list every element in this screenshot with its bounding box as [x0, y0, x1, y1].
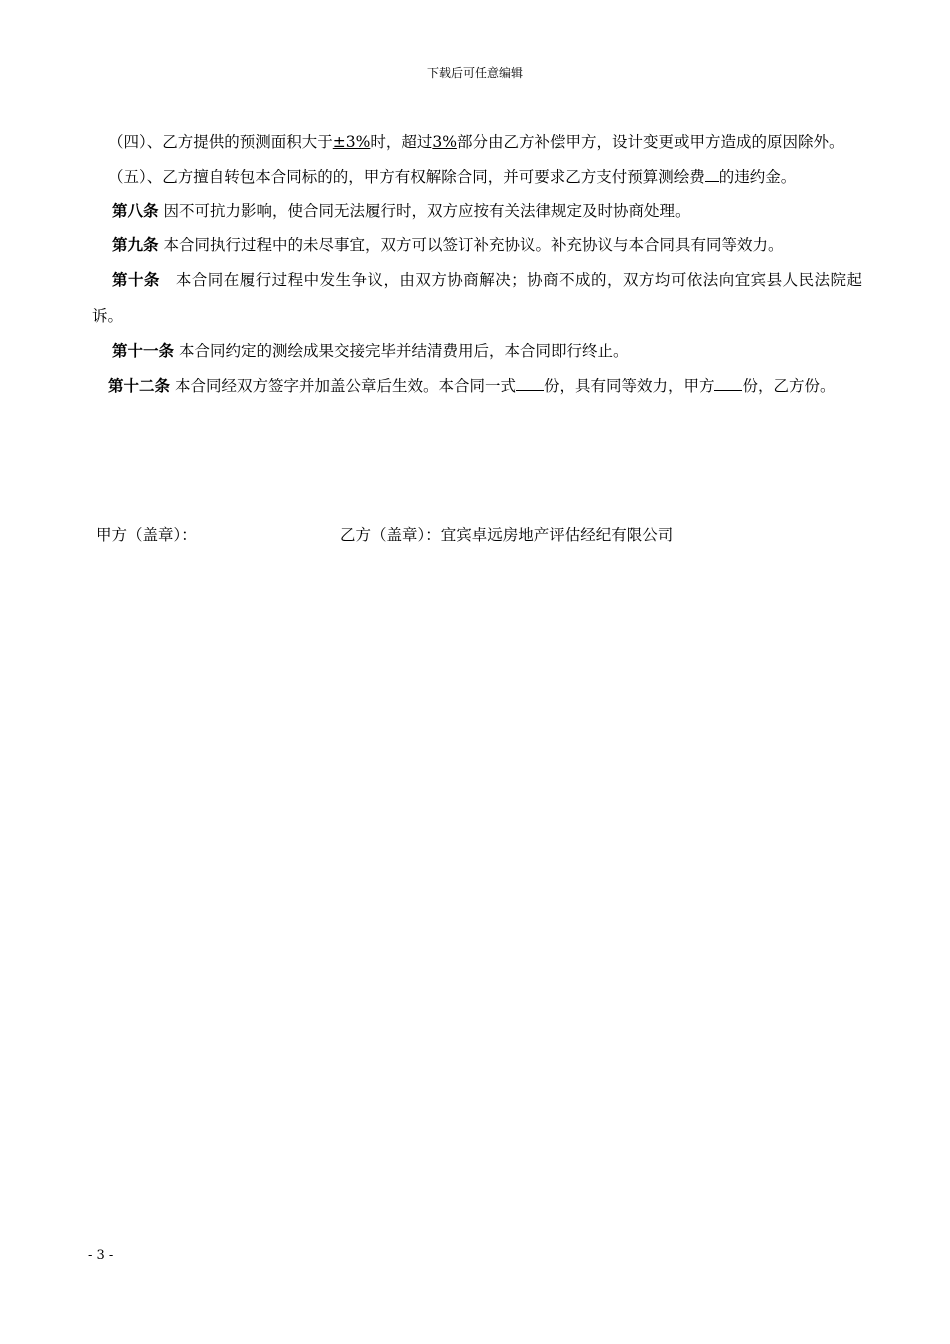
party-b-seal: 乙方（盖章）：宜宾卓远房地产评估经纪有限公司 — [340, 526, 674, 544]
article-12-text-3: 份，乙方份。 — [742, 377, 836, 395]
article-12-text-2: 份，具有同等效力，甲方 — [543, 377, 715, 395]
article-12-title: 第十二条 — [108, 376, 171, 395]
article-12-text-1: 本合同经双方签字并加盖公章后生效。本合同一式 — [170, 377, 516, 395]
page-number: - 3 - — [88, 1248, 114, 1263]
clause-4-prefix: （四）、乙方提供的预测面积大于 — [108, 133, 333, 151]
article-11 — [92, 334, 862, 368]
article-8-title: 第八条 — [112, 201, 159, 220]
clause-5-suffix: 的违约金。 — [718, 168, 797, 186]
clause-4 — [92, 124, 862, 160]
article-10-title: 第十条 — [112, 270, 160, 289]
article-9-text: 本合同执行过程中的未尽事宜，双方可以签订补充协议。补充协议与本合同具有同等效力。 — [158, 236, 784, 254]
contract-body — [92, 124, 862, 404]
clause-4-percent-1: ±3% — [332, 133, 371, 151]
article-10 — [92, 262, 862, 334]
article-12 — [92, 368, 862, 404]
page-header: 下载后可任意编辑 — [426, 66, 523, 80]
article-9-title: 第九条 — [112, 235, 159, 254]
clause-5-prefix: （五）、乙方擅自转包本合同标的的，甲方有权解除合同，并可要求乙方支付预算测绘费 — [108, 168, 705, 186]
article-9 — [92, 228, 862, 262]
clause-5 — [92, 160, 862, 194]
clause-4-mid: 时，超过 — [370, 133, 433, 151]
article-11-title: 第十一条 — [112, 341, 175, 360]
article-11-text: 本合同约定的测绘成果交接完毕并结清费用后，本合同即行终止。 — [174, 342, 629, 360]
copies-party-a-blank — [714, 376, 742, 391]
article-8-text: 因不可抗力影响，使合同无法履行时，双方应按有关法律规定及时协商处理。 — [158, 202, 691, 220]
article-8 — [92, 194, 862, 228]
fee-blank — [705, 167, 719, 182]
article-10-text: 本合同在履行过程中发生争议，由双方协商解决；协商不成的，双方均可依法向宜宾县人民法院起诉。 — [92, 271, 862, 325]
party-a-seal: 甲方（盖章）： — [96, 526, 197, 544]
clause-4-percent-2: 3% — [432, 133, 457, 151]
copies-total-blank — [516, 376, 544, 391]
clause-4-suffix: 部分由乙方补偿甲方，设计变更或甲方造成的原因除外。 — [456, 133, 845, 151]
